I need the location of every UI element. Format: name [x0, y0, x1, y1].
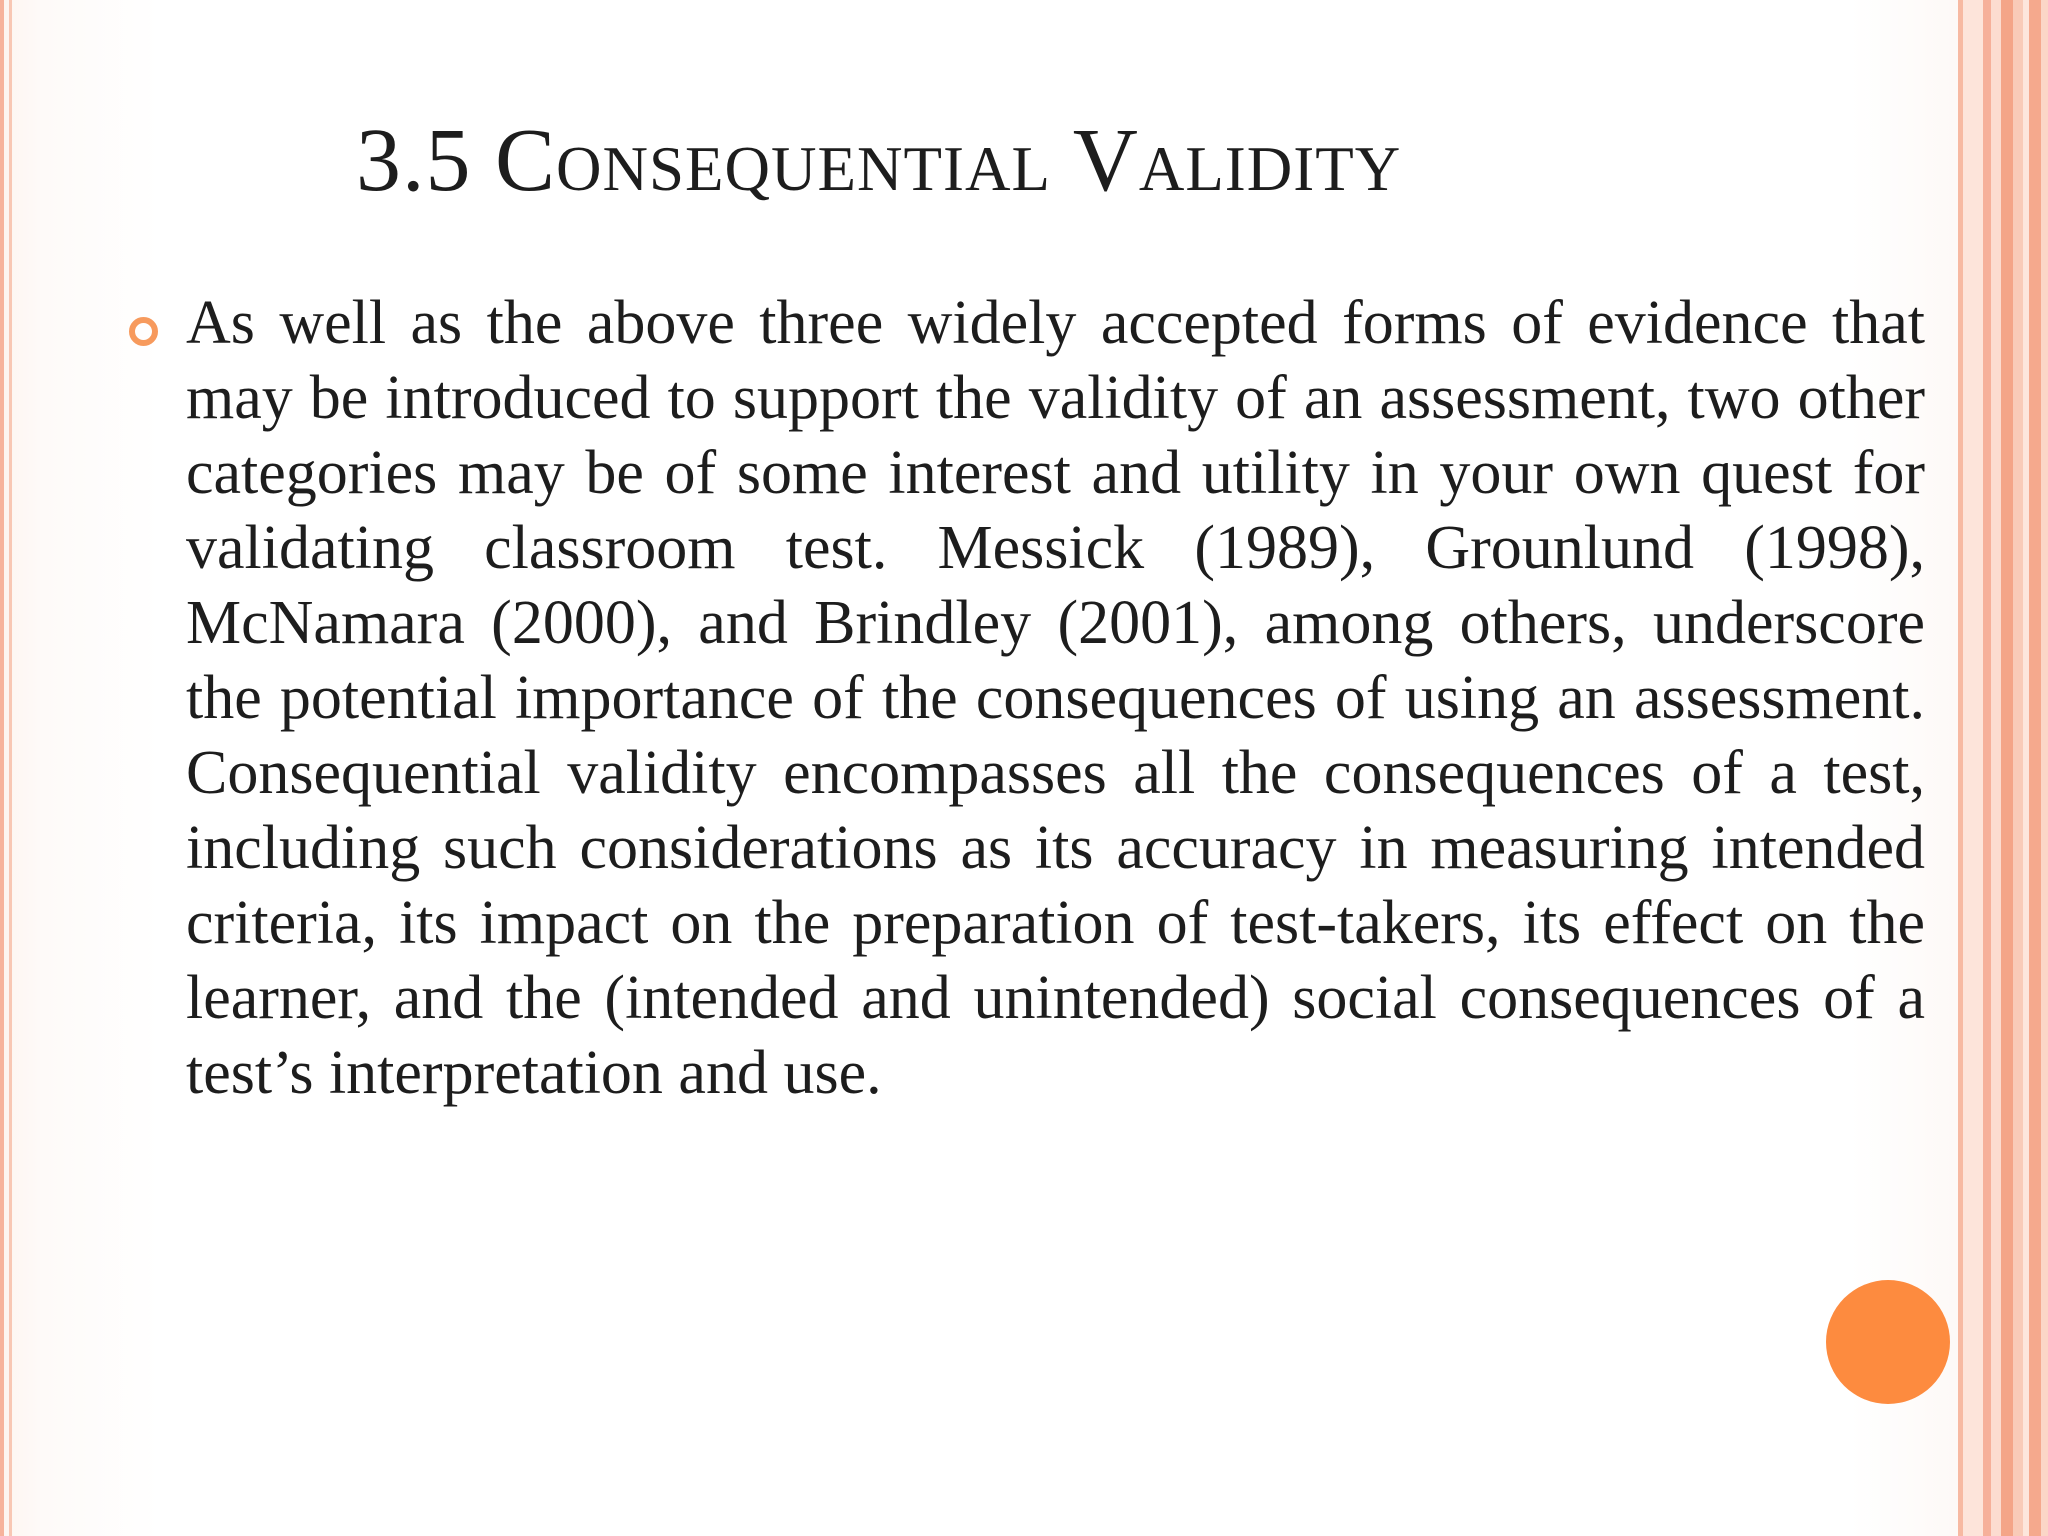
- slide-title: 3.5 Consequential Validity: [356, 111, 1402, 210]
- right-stripe: [1983, 0, 1991, 1536]
- right-stripe: [1963, 0, 1983, 1536]
- right-stripe: [2001, 0, 2013, 1536]
- orange-circle-icon: [1826, 1280, 1950, 1404]
- circle-ring-icon: [129, 317, 158, 346]
- right-stripe: [2041, 0, 2048, 1536]
- right-border-stripes: [1958, 0, 2048, 1536]
- right-stripe: [1991, 0, 2001, 1536]
- bullet-text: As well as the above three widely accepted forms of evidence that may be introduced to support the validity of an assessment, two other categories may be of some interest and utility in your own quest for validating classroom test. Messick (1989), Grounlund (1998), McNamara (2000), and Brindley (2001), among others, underscore the potential importance of the consequences of using an assessment. Consequential validity encompasses all the consequences of a test, including such considerations as its accuracy in measuring intended criteria, its impact on the preparation of test-takers, its effect on the learner, and the (intended and unintended) social consequences of a test’s interpretation and use.: [186, 289, 1925, 1107]
- right-stripe: [2029, 0, 2041, 1536]
- right-stripe: [2013, 0, 2023, 1536]
- left-border-line-inner: [9, 0, 12, 1536]
- left-border-line: [0, 0, 4, 1536]
